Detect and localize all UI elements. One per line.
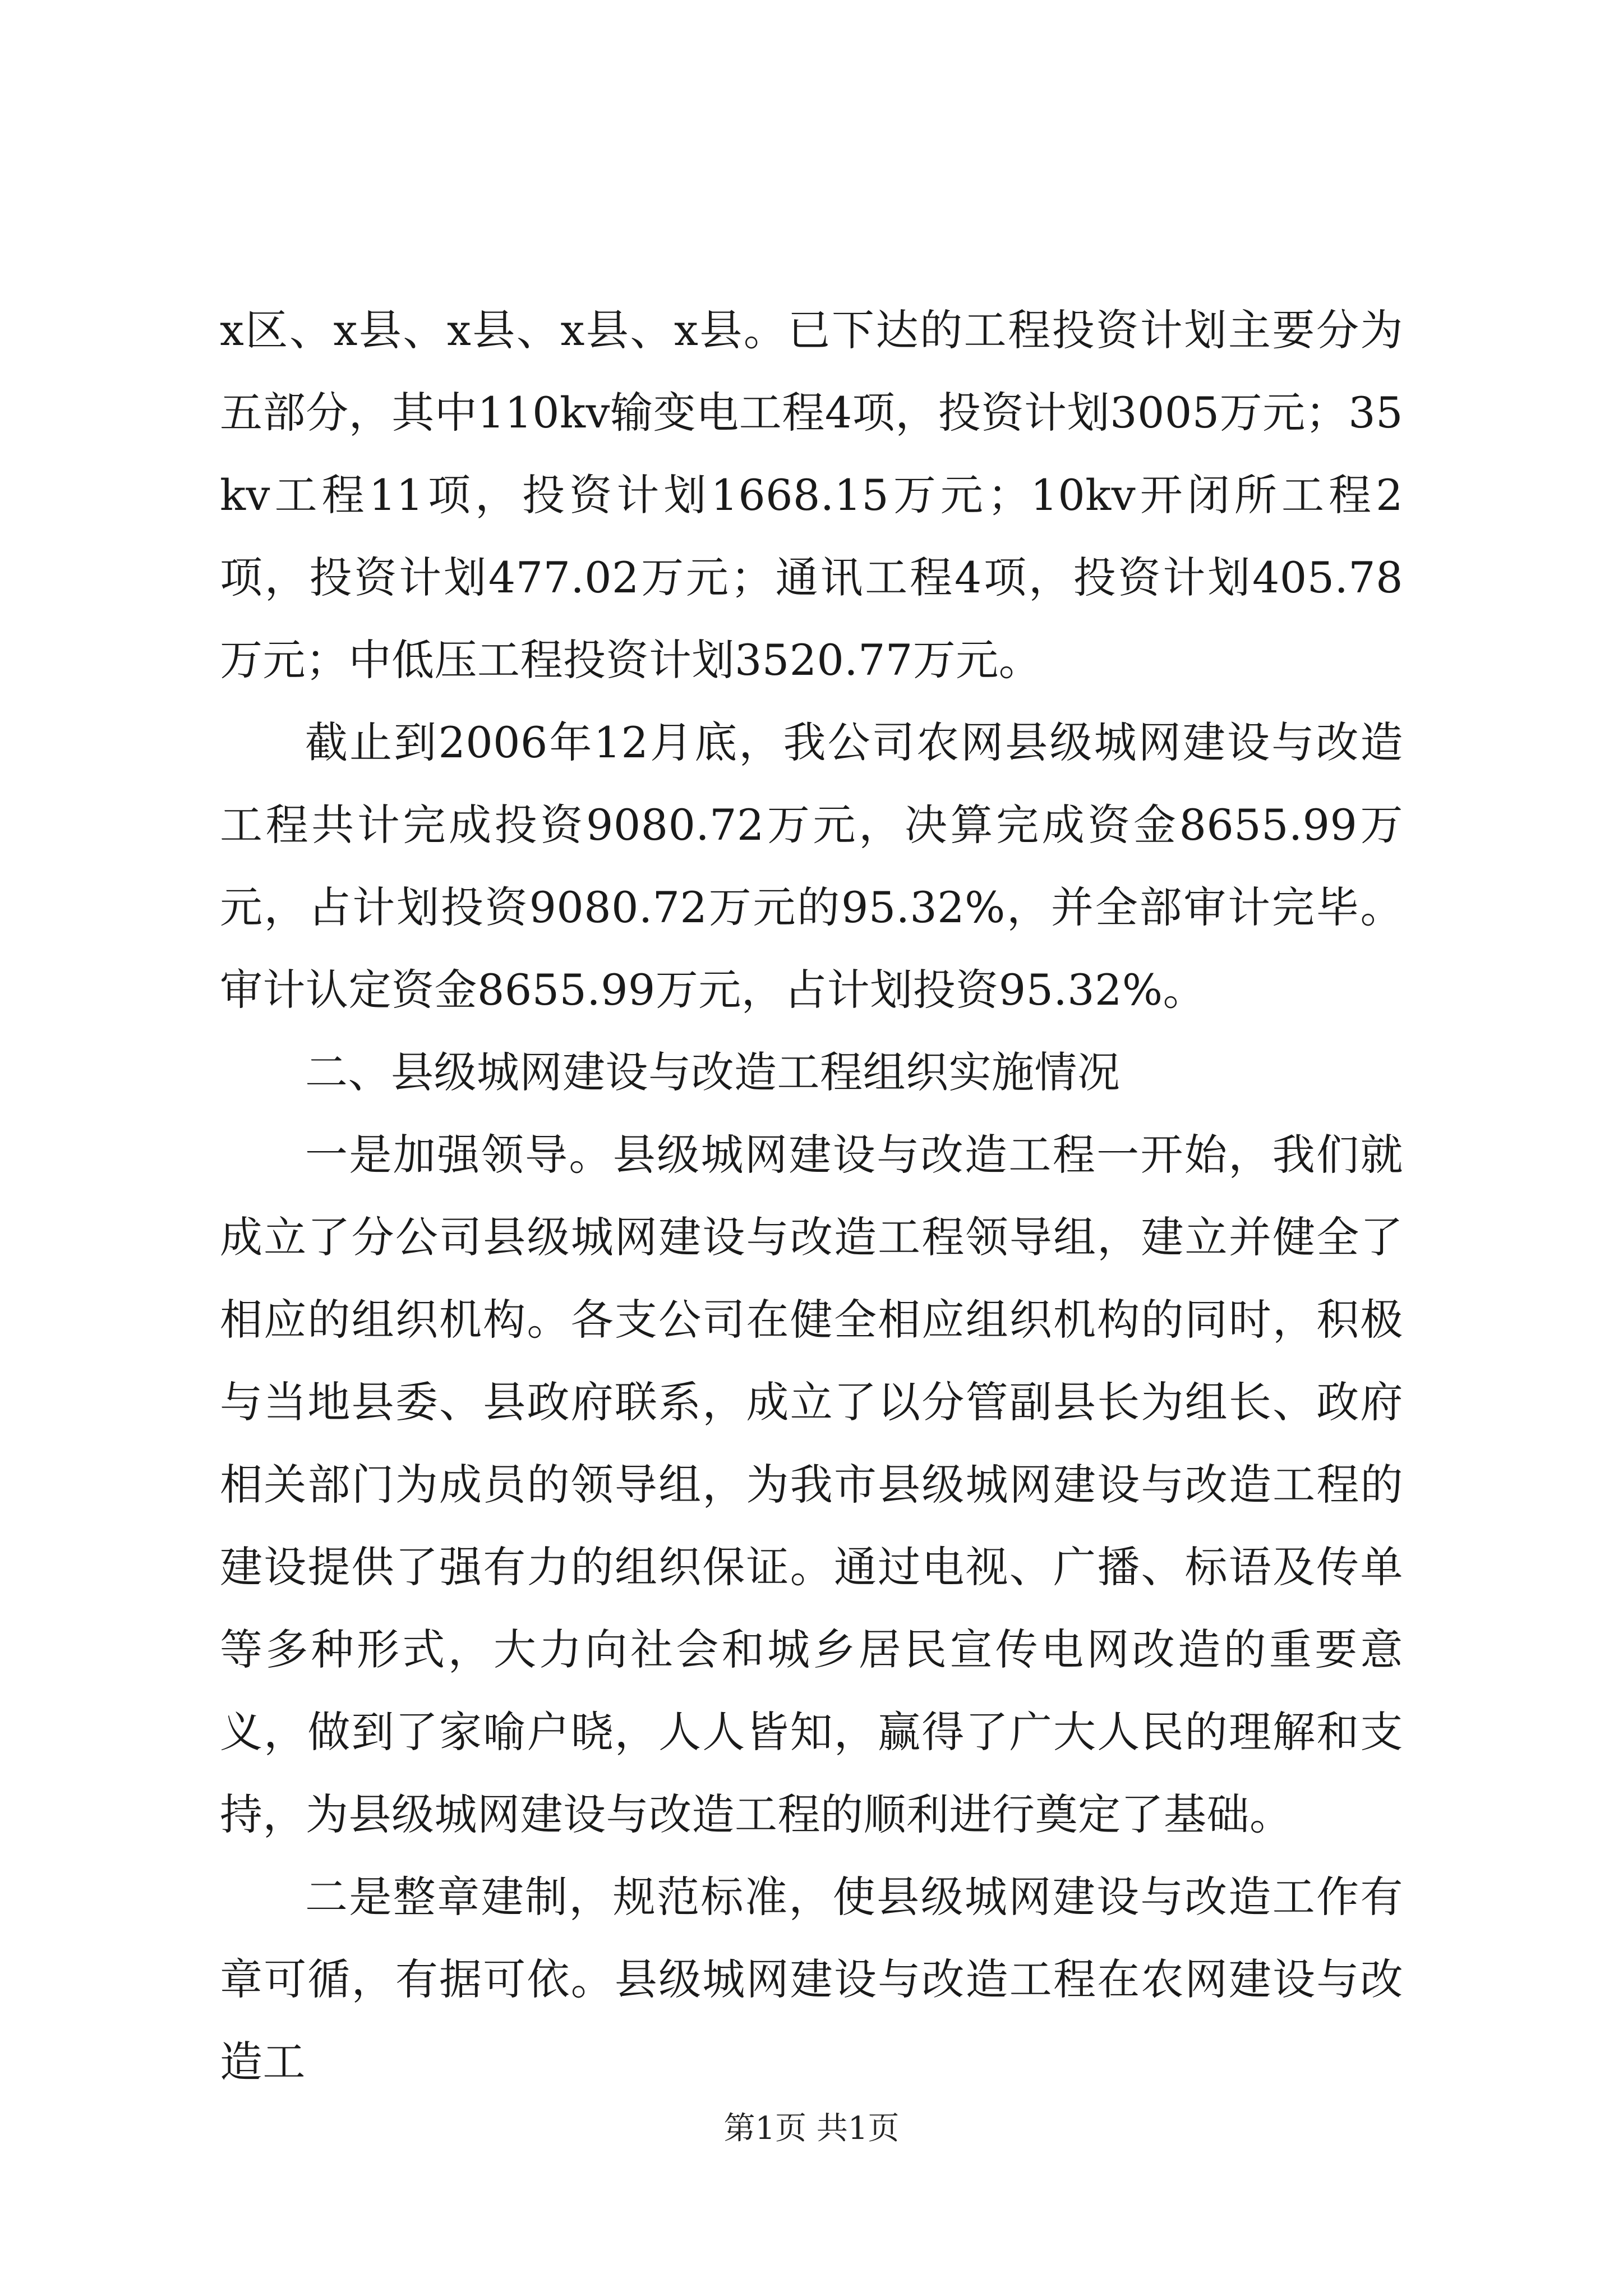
section-heading-implementation: 二、县级城网建设与改造工程组织实施情况 <box>305 1047 1121 1097</box>
paragraph-investment-plan: x区、x县、x县、x县、x县。已下达的工程投资计划主要分为五部分，其中110kv输变电工程4项，投资计划3005万元；35kv工程11项，投资计划1668.15万元；10kv开闭所工程2项，投资计划477.02万元；通讯工程4项，投资计划405.78万元；中低压工程投资计划3520.77万元。 <box>220 305 1403 685</box>
document-body <box>220 289 1403 2103</box>
paragraph-completion-status: 截止到2006年12月底，我公司农网县级城网建设与改造工程共计完成投资9080.72万元，决算完成资金8655.99万元，占计划投资9080.72万元的95.32%，并全部审计完毕。审计认定资金8655.99万元，占计划投资95.32%。 <box>220 717 1403 1015</box>
page-footer: 第1页 共1页 <box>723 2110 900 2147</box>
paragraph-strengthen-leadership: 一是加强领导。县级城网建设与改造工程一开始，我们就成立了分公司县级城网建设与改造工程领导组，建立并健全了相应的组织机构。各支公司在健全相应组织机构的同时，积极与当地县委、县政府联系，成立了以分管副县长为组长、政府相关部门为成员的领导组，为我市县级城网建设与改造工程的建设提供了强有力的组织保证。通过电视、广播、标语及传单等多种形式，大力向社会和城乡居民宣传电网改造的重要意义，做到了家喻户晓，人人皆知，赢得了广大人民的理解和支持，为县级城网建设与改造工程的顺利进行奠定了基础。 <box>220 1130 1403 1839</box>
paragraph-regulations-standards: 二是整章建制，规范标准，使县级城网建设与改造工作有章可循，有据可依。县级城网建设与改造工程在农网建设与改造工 <box>220 1872 1403 2087</box>
